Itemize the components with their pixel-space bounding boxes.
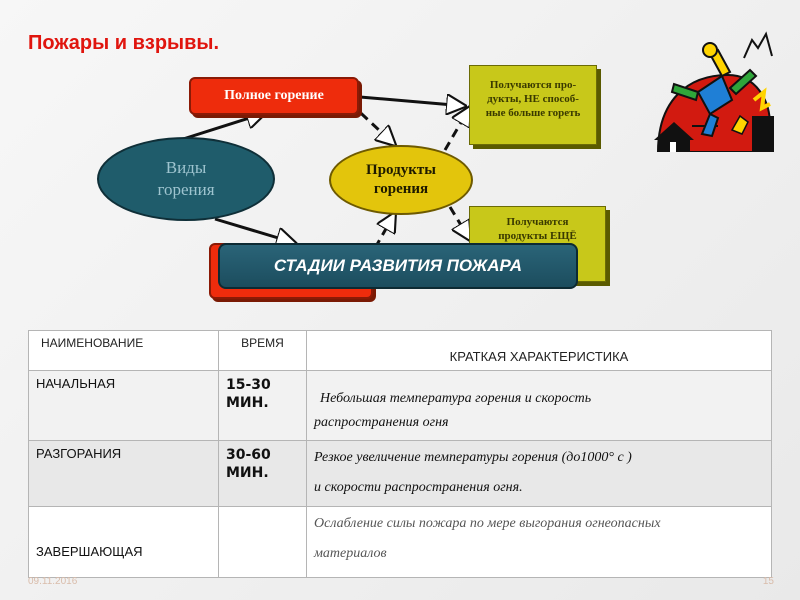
- stage-time: 30-60 МИН.: [219, 441, 307, 507]
- stage-name: НАЧАЛЬНАЯ: [29, 371, 219, 441]
- table-row: [29, 371, 772, 441]
- combustion-products-line2: горения: [373, 181, 429, 197]
- table-header-row: [29, 331, 772, 371]
- slide-page-number: 15: [762, 576, 774, 587]
- stage-name: РАЗГОРАНИЯ: [29, 441, 219, 507]
- fire-stages-banner-label: СТАДИИ РАЗВИТИЯ ПОЖАРА: [273, 256, 523, 275]
- stage-description: Ослабление силы пожара по мере выгорания огнеопасных материалов: [307, 507, 772, 578]
- arrow-types-to-partial: [215, 219, 295, 243]
- stage-time: 15-30 МИН.: [219, 371, 307, 441]
- stage-name: ЗАВЕРШАЮЩАЯ: [29, 507, 219, 578]
- fire-stages-table: [28, 330, 772, 578]
- full-combustion-box: [189, 77, 359, 115]
- combustion-types-line2: горения: [157, 180, 215, 199]
- combustion-products-line1: Продукты: [366, 162, 436, 178]
- header-name: НАИМЕНОВАНИЕ: [29, 331, 219, 371]
- arrow-full-to-note-top: [360, 97, 465, 106]
- combustion-types-line1: Виды: [165, 158, 207, 177]
- stage-time: [219, 507, 307, 578]
- header-description: КРАТКАЯ ХАРАКТЕРИСТИКА: [307, 331, 772, 371]
- combustion-products-ellipse: [329, 145, 473, 215]
- stage-description: Резкое увеличение температуры горения (до1000° с ) и скорости распространения огня.: [307, 441, 772, 507]
- header-time: ВРЕМЯ: [219, 331, 307, 371]
- table-row: [29, 441, 772, 507]
- arrow-products-to-note-bottom: [450, 207, 470, 240]
- fire-stages-banner: [218, 243, 578, 289]
- fire-person-house-icon: [648, 30, 774, 152]
- full-combustion-label: Полное горение: [224, 88, 324, 103]
- note-nonflammable-products: Получаются про- дукты, НЕ способ- ные больше гореть: [469, 65, 597, 145]
- arrow-products-to-note-top: [445, 107, 470, 150]
- note-flammable-products: Получаются продукты ЕЩЁ: [469, 206, 606, 282]
- combustion-types-ellipse: [97, 137, 275, 221]
- slide-title: Пожары и взрывы.: [28, 32, 220, 54]
- slide-date: 09.11.2016: [28, 576, 78, 587]
- table-row: [29, 507, 772, 578]
- stage-description: Небольшая температура горения и скорость распространения огня: [307, 371, 772, 441]
- arrow-types-to-full: [180, 113, 265, 140]
